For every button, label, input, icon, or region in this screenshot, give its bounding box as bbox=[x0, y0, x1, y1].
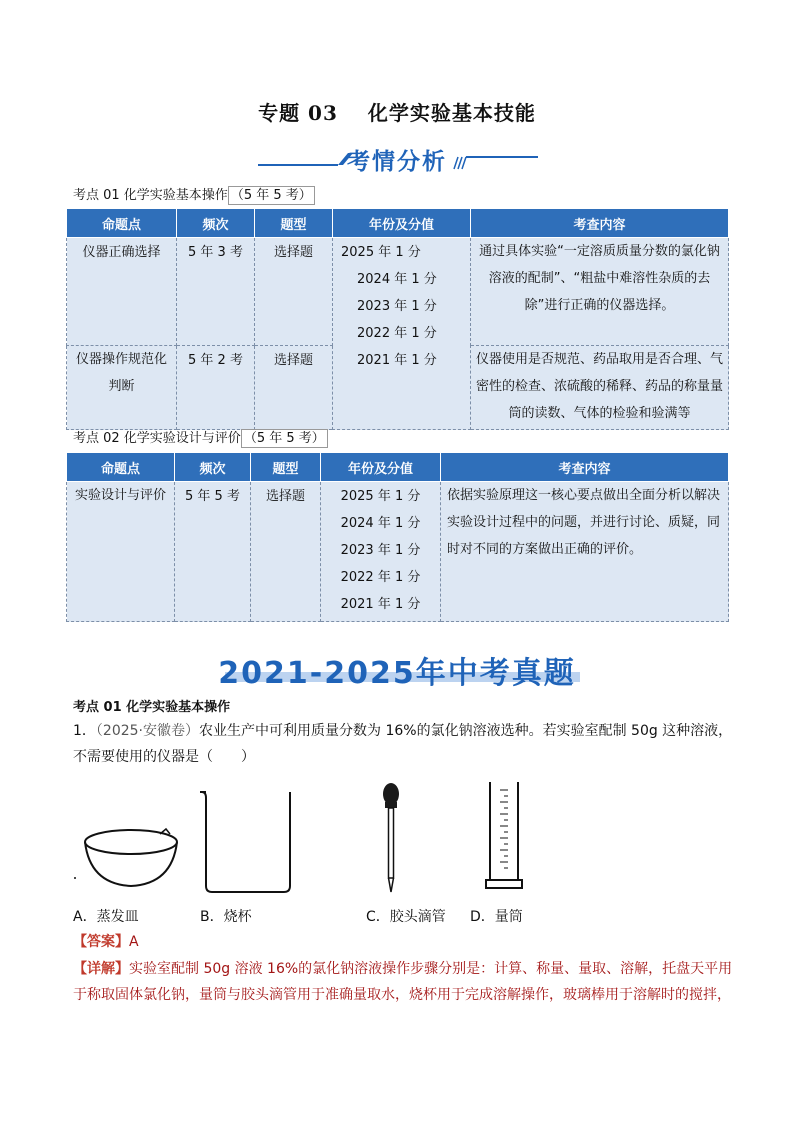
year-item: 2023 年 1 分 bbox=[357, 299, 437, 314]
year-item: 2021 年 1 分 bbox=[357, 353, 437, 368]
detail-text: 实验室配制 50g 溶液 16%的氯化钠溶液操作步骤分别是：计算、称量、量取、溶解，托盘天平用于称取固体氯化钠，量筒与胶头滴管用于准确量取水，烧杯用于完成溶解操作，玻璃棒用于溶解时的搅拌， bbox=[73, 961, 733, 1003]
cell-freq: 5 年 3 考 bbox=[177, 238, 255, 346]
section2-table bbox=[66, 452, 729, 622]
cell-years bbox=[321, 482, 441, 622]
question-text: 农业生产中可利用质量分数为 16%的氯化钠溶液选种。若实验室配制 50g 这种溶液，不需要使用的仪器是（ ） bbox=[73, 723, 733, 765]
col-header: 题型 bbox=[255, 209, 333, 238]
col-header: 命题点 bbox=[67, 453, 175, 482]
dropper-image bbox=[376, 782, 406, 894]
col-header: 命题点 bbox=[67, 209, 177, 238]
year-item: 2022 年 1 分 bbox=[357, 326, 437, 341]
cell-years bbox=[333, 238, 471, 430]
table-header-row bbox=[67, 453, 729, 482]
evaporating-dish-image bbox=[74, 822, 184, 892]
col-header: 年份及分值 bbox=[333, 209, 471, 238]
table-row bbox=[67, 238, 729, 346]
section2-label-count: （5 年 5 考） bbox=[241, 429, 328, 448]
cell-point: 实验设计与评价 bbox=[67, 482, 175, 622]
page-title bbox=[0, 97, 794, 126]
section1-label-text: 考点 01 化学实验基本操作 bbox=[73, 188, 228, 203]
section1-label bbox=[73, 184, 315, 203]
year-item: 2021 年 1 分 bbox=[340, 597, 421, 612]
option-d: D．量筒 bbox=[470, 909, 523, 925]
detail-paragraph bbox=[73, 956, 733, 1008]
year-item: 2023 年 1 分 bbox=[340, 543, 421, 558]
detail-tag: 【详解】 bbox=[73, 961, 129, 977]
title-topic-number: 专题 03 bbox=[258, 101, 338, 125]
question-source: （2025·安徽卷） bbox=[95, 723, 200, 739]
cell-type: 选择题 bbox=[255, 238, 333, 346]
answer-value: A bbox=[129, 934, 139, 950]
answer-line bbox=[73, 929, 139, 955]
question-1 bbox=[73, 718, 733, 770]
col-header: 考查内容 bbox=[441, 453, 729, 482]
question-number: 1． bbox=[73, 723, 96, 739]
answer-tag: 【答案】 bbox=[73, 934, 129, 950]
year-item: 2025 年 1 分 bbox=[341, 245, 421, 260]
cell-freq: 5 年 5 考 bbox=[175, 482, 251, 622]
year-item: 2022 年 1 分 bbox=[340, 570, 421, 585]
cell-point: 仪器正确选择 bbox=[67, 238, 177, 346]
section1-label-count: （5 年 5 考） bbox=[228, 186, 315, 205]
col-header: 题型 bbox=[251, 453, 321, 482]
year-item: 2024 年 1 分 bbox=[340, 516, 421, 531]
option-a: A．蒸发皿 bbox=[73, 909, 139, 925]
year-item: 2025 年 1 分 bbox=[340, 489, 421, 504]
section1-table bbox=[66, 208, 729, 430]
exam-heading: 2021-2025年中考真题 bbox=[218, 656, 576, 691]
year-item: 2024 年 1 分 bbox=[357, 272, 437, 287]
cell-type: 选择题 bbox=[251, 482, 321, 622]
col-header: 考查内容 bbox=[471, 209, 729, 238]
measuring-cylinder-image bbox=[482, 780, 526, 892]
col-header: 频次 bbox=[175, 453, 251, 482]
option-b: B．烧杯 bbox=[200, 909, 252, 925]
section2-label bbox=[73, 427, 328, 446]
title-topic-name: 化学实验基本技能 bbox=[367, 101, 536, 125]
table-header-row bbox=[67, 209, 729, 238]
beaker-image bbox=[198, 788, 298, 896]
section2-label-text: 考点 02 化学实验设计与评价 bbox=[73, 431, 241, 446]
cell-point: 仪器操作规范化判断 bbox=[67, 346, 177, 430]
cell-freq: 5 年 2 考 bbox=[177, 346, 255, 430]
option-c: C．胶头滴管 bbox=[366, 909, 446, 925]
col-header: 年份及分值 bbox=[321, 453, 441, 482]
cell-content: 仪器使用是否规范、药品取用是否合理、气密性的检查、浓硫酸的稀释、药品的称量量筒的读数、气体的检验和验满等 bbox=[471, 346, 729, 430]
table-row bbox=[67, 482, 729, 622]
cell-content: 依据实验原理这一核心要点做出全面分析以解决实验设计过程中的问题，并进行讨论、质疑，同时对不同的方案做出正确的评价。 bbox=[441, 482, 729, 622]
col-header: 频次 bbox=[177, 209, 255, 238]
exam-point-label: 考点 01 化学实验基本操作 bbox=[73, 700, 231, 715]
cell-content: 通过具体实验“一定溶质质量分数的氯化钠溶液的配制”、“粗盐中难溶性杂质的去除”进行正确的仪器选择。 bbox=[471, 238, 729, 346]
banner-title: 考情分析 bbox=[347, 149, 447, 175]
cell-type: 选择题 bbox=[255, 346, 333, 430]
